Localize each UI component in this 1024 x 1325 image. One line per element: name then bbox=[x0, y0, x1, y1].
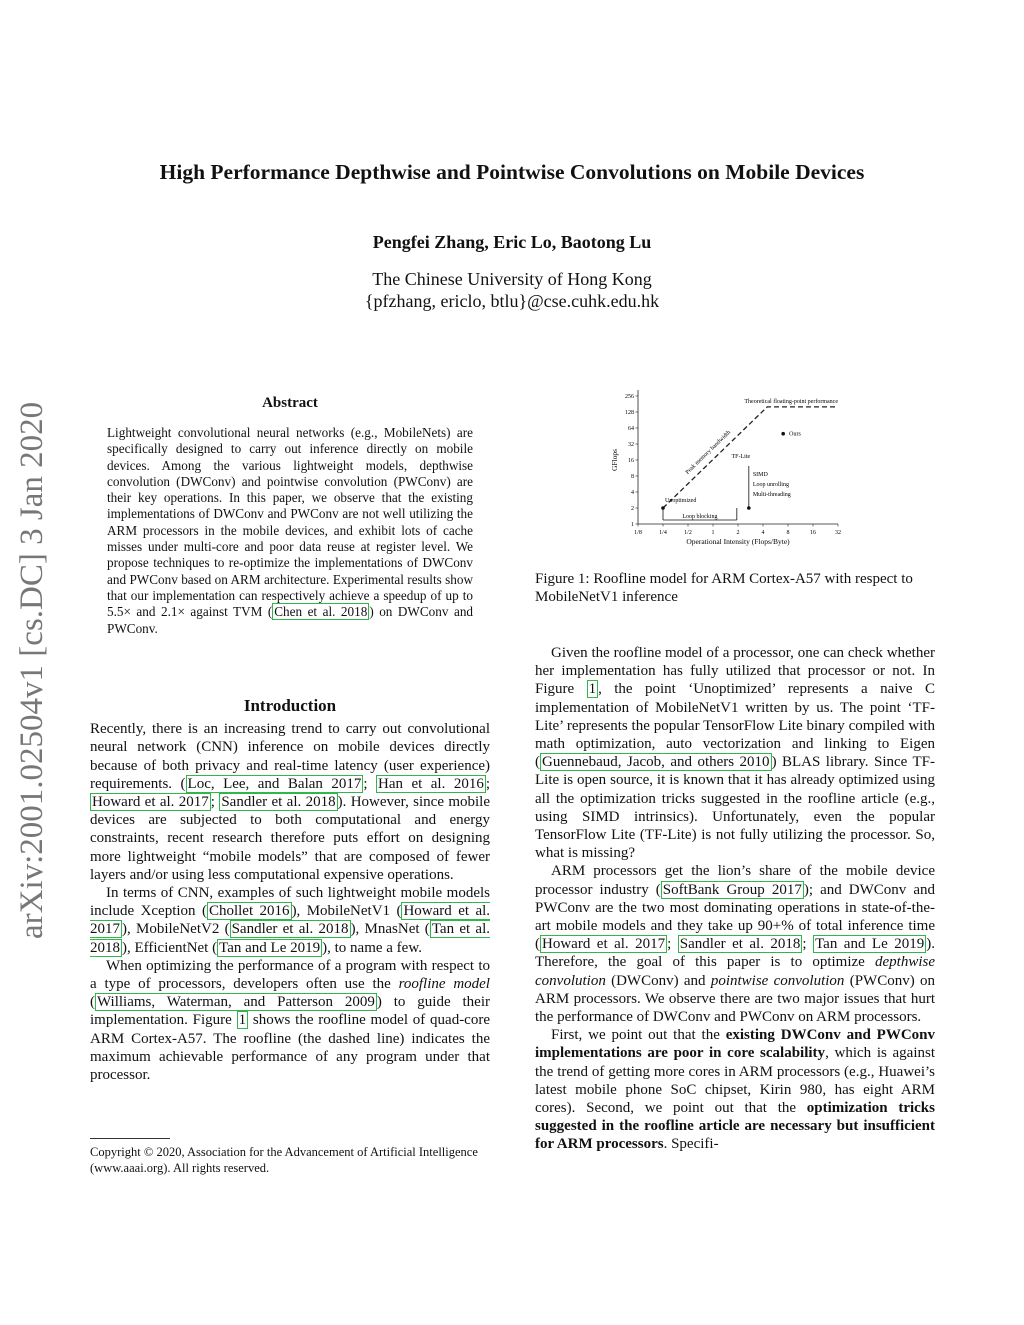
data-point-label: Ours bbox=[789, 431, 801, 438]
data-point-label: Unoptimized bbox=[665, 498, 697, 504]
text-run: First, we point out that the bbox=[551, 1027, 726, 1044]
roofline-chart bbox=[608, 386, 848, 554]
emphasis: pointwise convolution bbox=[710, 972, 845, 989]
introduction-section bbox=[90, 697, 490, 1084]
x-tick-label: 1 bbox=[711, 530, 715, 536]
emphasis: depthwise convolution bbox=[535, 954, 935, 989]
text-run: (DWConv) and bbox=[605, 972, 711, 989]
chart-points bbox=[661, 429, 801, 510]
text-run: ), MobileNetV1 ( bbox=[291, 903, 402, 920]
x-tick-label: 32 bbox=[835, 530, 841, 536]
citation-link[interactable]: Tan and Le 2019 bbox=[219, 939, 321, 956]
y-tick-label: 16 bbox=[628, 458, 634, 464]
text-run: ) BLAS library. Since TF-Lite is open source, it is known that it has already optimized using all the optimization tricks suggested in the roofline article (e.g., using SIMD intrinsics). Unfortunately, even the popular TensorFlow Lite (TF-Lite) is not fully utilizing the processor. So, what is missing? bbox=[535, 754, 935, 862]
citation-link[interactable]: Sandler et al. 2018 bbox=[679, 936, 801, 953]
chart-ticks bbox=[625, 394, 841, 536]
y-tick-label: 1 bbox=[631, 522, 634, 528]
chart-annotations bbox=[663, 466, 791, 520]
roofline-line bbox=[663, 407, 838, 508]
copyright-footnote: Copyright © 2020, Association for the Advancement of Artificial Intelligence (www.aaai.org). All rights reserved. bbox=[90, 1145, 478, 1175]
y-tick-label: 2 bbox=[631, 506, 634, 512]
roofline-label-peak: Theoretical floating-point performance bbox=[744, 398, 838, 405]
bold-text: optimization tricks suggested in the roofline article are necessary but insufficient for ARM processors bbox=[535, 1100, 935, 1153]
affiliation-block bbox=[0, 268, 1024, 312]
abstract-body bbox=[107, 425, 473, 637]
data-point bbox=[781, 432, 785, 436]
right-paragraph-2: ARM processors get the lion’s share of the mobile device processor industry ( SoftBank Group 2017 ); and DWConv and PWConv are the two most dominating operations in state-of-the-art mobile models and they take up 90+% of total inference time ( Howard et al. 2017 ; Sandler et al. 2018 ; Tan and Le 2019 ). Therefore, the goal of this paper is to optimize depthwise convolution (DWConv) and pointwise convolution (PWConv) on ARM processors. We observe there are two major issues that hurt the performance of DWConv and PWConv on ARM processors. bbox=[535, 863, 935, 1026]
citation-link[interactable]: Howard et al. 2017 bbox=[92, 794, 209, 811]
citation-link[interactable]: Han et al. 2016 bbox=[378, 775, 484, 792]
citation-link[interactable]: Tan and Le 2019 bbox=[815, 936, 925, 953]
x-tick-label: 16 bbox=[810, 530, 816, 536]
text-run: ), MobileNetV2 ( bbox=[122, 921, 230, 938]
intro-paragraph-2 bbox=[90, 884, 490, 957]
citation-link[interactable]: Williams, Waterman, and Patterson 2009 bbox=[97, 994, 375, 1011]
text-run: When optimizing the performance of a program with respect to a type of processors, developers often use the bbox=[90, 957, 490, 993]
right-paragraph-1 bbox=[535, 644, 935, 862]
y-tick-label: 4 bbox=[631, 490, 634, 496]
abstract-text: Lightweight convolutional neural networks (e.g., MobileNets) are specifically designed to carry out inference directly on mobile devices. Among the various lightweight models, depthwise convolution (DWConv) and pointwise convolution (PWConv) are their key operations. In this paper, we observe that the existing implementations of DWConv and PWConv are not well utilizing the ARM processors in the mobile devices, and exhibit lots of cache misses under multi-core and poor data reuse at register level. We propose techniques to re-optimize the implementations of DWConv and PWConv based on ARM architecture. Experimental results show that our implementation can respectively achieve a speedup of up to 5.5× and 2.1× against TVM ( bbox=[107, 425, 473, 620]
roofline-label-bandwidth: Peak memory bandwidth bbox=[684, 429, 733, 476]
text-run: ). However, since mobile devices are subjected to both computational and energy constraints, recent research therefore puts effort on designing more lightweight “mobile models” that are composed of fewer layers and/or using less computational expensive operations. bbox=[90, 794, 490, 883]
abstract-heading: Abstract bbox=[262, 395, 318, 411]
y-tick-label: 256 bbox=[625, 394, 634, 400]
bold-text: existing DWConv and PWConv implementations are poor in core scalability bbox=[535, 1027, 935, 1062]
footnote-rule bbox=[90, 1138, 170, 1139]
annotation-loop-blocking: Loop blocking bbox=[682, 514, 718, 520]
text-run: , which is against the trend of getting more cores in ARM processors (e.g., Huawei’s latest mobile phone SoC chipset, Kirin 980, has eight ARM cores). Second, we point out that the bbox=[535, 1045, 936, 1117]
paper-title: High Performance Depthwise and Pointwise Convolutions on Mobile Devices bbox=[159, 160, 865, 184]
data-point-label: TF-Lite bbox=[731, 454, 751, 460]
text-run: ), EfficientNet ( bbox=[122, 939, 218, 956]
figure-caption: Figure 1: Roofline model for ARM Cortex-A57 with respect to MobileNetV1 inference bbox=[535, 571, 913, 605]
right-paragraph-3 bbox=[535, 1026, 935, 1153]
citation-link[interactable]: Guennebaud, Jacob, and others 2010 bbox=[542, 754, 770, 771]
abstract-text-tail: ) on DWConv and PWConv. bbox=[107, 604, 474, 636]
citation-link[interactable]: Tan et al. 2018 bbox=[90, 921, 490, 956]
y-axis-label: GFlops bbox=[610, 448, 619, 472]
citation-link[interactable]: Howard et al. 2017 bbox=[90, 903, 491, 938]
text-run: Given the roofline model of a processor, one can check whether her implementation has fully utilized that processor or not. In Figure bbox=[535, 645, 935, 698]
citation-link[interactable]: Howard et al. 2017 bbox=[542, 936, 666, 953]
citation-link[interactable]: Chollet 2016 bbox=[208, 903, 290, 920]
text-run: ), to name a few. bbox=[322, 939, 422, 956]
citation-link[interactable]: Loc, Lee, and Balan 2017 bbox=[187, 775, 362, 792]
roofline bbox=[663, 398, 838, 508]
text-run: ), MnasNet ( bbox=[350, 921, 430, 938]
text-run: ); and DWConv and PWConv are the two most dominating operations in state-of-the-art mobile models and they take up 90+% of total inference time ( bbox=[535, 881, 935, 953]
affiliation: The Chinese University of Hong Kong bbox=[372, 269, 652, 289]
citation-link[interactable]: Sandler et al. 2018 bbox=[231, 921, 349, 938]
x-tick-label: 2 bbox=[736, 530, 740, 536]
y-tick-label: 128 bbox=[625, 410, 634, 416]
x-axis-label: Operational Intensity (Flops/Byte) bbox=[686, 537, 790, 546]
text-run: In terms of CNN, examples of such lightweight mobile models include Xception ( bbox=[90, 885, 490, 920]
authors: Pengfei Zhang, Eric Lo, Baotong Lu bbox=[372, 232, 652, 252]
emails: {pfzhang, ericlo, btlu}@cse.cuhk.edu.hk bbox=[364, 291, 660, 311]
citation-link[interactable]: Chen et al. 2018 bbox=[274, 604, 368, 620]
introduction-heading: Introduction bbox=[243, 696, 337, 715]
text-run: , the point ‘Unoptimized’ represents a naive C implementation of MobileNetV1 written by us. The point ‘TF-Lite’ represents the popular TensorFlow Lite binary compiled with math optimization, auto vectorization and linking to Eigen ( bbox=[535, 681, 935, 771]
text-run: ). Therefore, the goal of this paper is to optimize bbox=[535, 936, 935, 971]
annotation-label: Loop unrolling bbox=[752, 482, 789, 488]
citation-link[interactable]: SoftBank Group 2017 bbox=[662, 881, 802, 898]
text-run: ) to guide their implementation. Figure bbox=[90, 994, 490, 1029]
y-tick-label: 64 bbox=[628, 426, 634, 432]
text-run: shows the roofline model of quad-core ARM Cortex-A57. The roofline (the dashed line) indicates the maximum achievable performance of any program under that processor. bbox=[90, 1012, 490, 1084]
figure-link[interactable]: 1 bbox=[238, 1012, 247, 1029]
text-run: Recently, there is an increasing trend to carry out convolutional neural network (CNN) inference on mobile devices directly because of both privacy and real-time latency (user experience) requirements. ( bbox=[90, 721, 490, 792]
x-tick-label: 1/8 bbox=[634, 530, 642, 536]
intro-paragraph-1: Recently, there is an increasing trend to carry out convolutional neural network (CNN) inference on mobile devices directly because of both privacy and real-time latency (user experience) requirements. ( Loc, Lee, and Balan 2017 ; Han et al. 2016 ; Howard et al. 2017 ; Sandler et al. 2018 ). However, since mobile devices are subjected to both computational and energy constraints, recent research therefore puts effort on designing more lightweight “mobile models” that are composed of fewer layers and/or using less computational expensive operations. bbox=[90, 721, 490, 883]
x-tick-label: 4 bbox=[761, 530, 765, 536]
y-tick-label: 32 bbox=[628, 442, 634, 448]
text-run: ( bbox=[90, 994, 95, 1011]
annotation-label: SIMD bbox=[752, 472, 768, 478]
emphasis: roofline model bbox=[398, 976, 490, 993]
chart-axes bbox=[610, 390, 838, 546]
text-run: ARM processors get the lion’s share of the mobile device processor industry ( bbox=[535, 863, 935, 898]
x-tick-label: 1/4 bbox=[659, 530, 667, 536]
x-tick-label: 1/2 bbox=[684, 530, 692, 536]
text-run: . Specifi- bbox=[663, 1136, 719, 1153]
abstract-section bbox=[107, 395, 473, 637]
annotation-label: Multi-threading bbox=[752, 492, 791, 498]
x-tick-label: 8 bbox=[786, 530, 790, 536]
right-column bbox=[535, 644, 935, 1154]
text-run: (PWConv) on ARM processors. We observe there are two major issues that hurt the performance of DWConv and PWConv on ARM processors. bbox=[535, 972, 935, 1026]
figure-link[interactable]: 1 bbox=[588, 681, 597, 698]
intro-paragraph-3 bbox=[90, 957, 490, 1084]
citation-link[interactable]: Sandler et al. 2018 bbox=[221, 794, 336, 811]
arxiv-identifier: arXiv:2001.02504v1 [cs.DC] 3 Jan 2020 bbox=[14, 401, 50, 939]
y-tick-label: 8 bbox=[631, 474, 634, 480]
